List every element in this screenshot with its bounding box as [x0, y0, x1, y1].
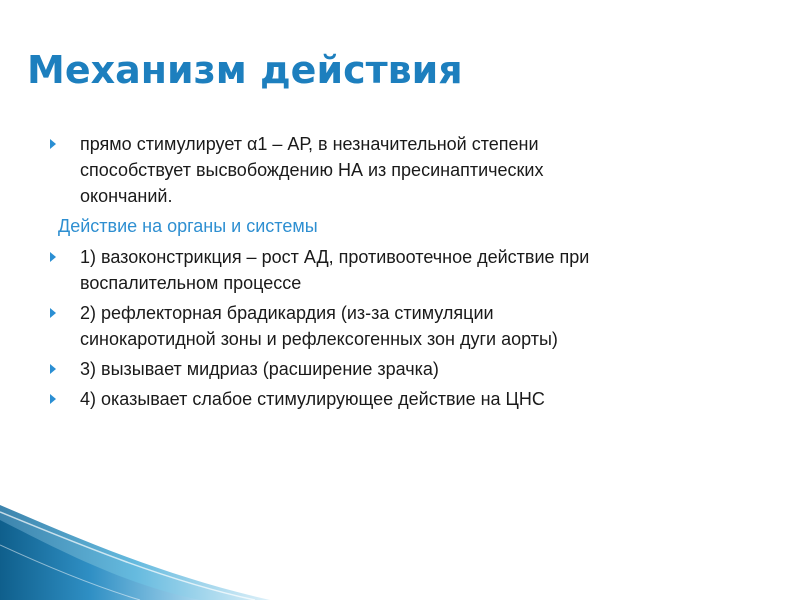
bullet-text-line: прямо стимулирует α1 – АР, в незначительной степени — [80, 134, 539, 154]
bullet-text-line: 4) оказывает слабое стимулирующее действие на ЦНС — [80, 389, 545, 409]
bullet-text-line: способствует высвобождению НА из пресинаптических — [80, 160, 544, 180]
bullet-arrow-icon — [50, 364, 56, 374]
section-subheading — [50, 213, 700, 239]
bullet-arrow-icon — [50, 139, 56, 149]
wave-highlight-lower — [0, 545, 140, 600]
bullet-text-line: 1) вазоконстрикция – рост АД, противоотечное действие при — [80, 247, 590, 267]
bullet-text-line: 3) вызывает мидриаз (расширение зрачка) — [80, 359, 439, 379]
bullet-item-cns — [50, 386, 700, 412]
bullet-text-line: синокаротидной зоны и рефлексогенных зон дуги аорты) — [80, 329, 558, 349]
bullet-item-mechanism — [50, 131, 700, 209]
bullet-text-line: воспалительном процессе — [80, 273, 302, 293]
wave-band-back — [0, 505, 270, 600]
bullet-item-bradycardia — [50, 300, 700, 352]
bullet-arrow-icon — [50, 394, 56, 404]
subheading-text: Действие на органы и системы — [58, 216, 318, 236]
bullet-item-vasoconstriction — [50, 244, 700, 296]
wave-band-front — [0, 520, 200, 600]
bullet-item-mydriasis — [50, 356, 700, 382]
bullet-text-line: окончаний. — [80, 186, 173, 206]
bullet-text-line: 2) рефлекторная брадикардия (из-за стимуляции — [80, 303, 494, 323]
bullet-arrow-icon — [50, 252, 56, 262]
slide-content — [50, 131, 700, 416]
wave-highlight — [0, 512, 255, 600]
slide-title: Механизм действия — [27, 48, 463, 92]
bullet-arrow-icon — [50, 308, 56, 318]
